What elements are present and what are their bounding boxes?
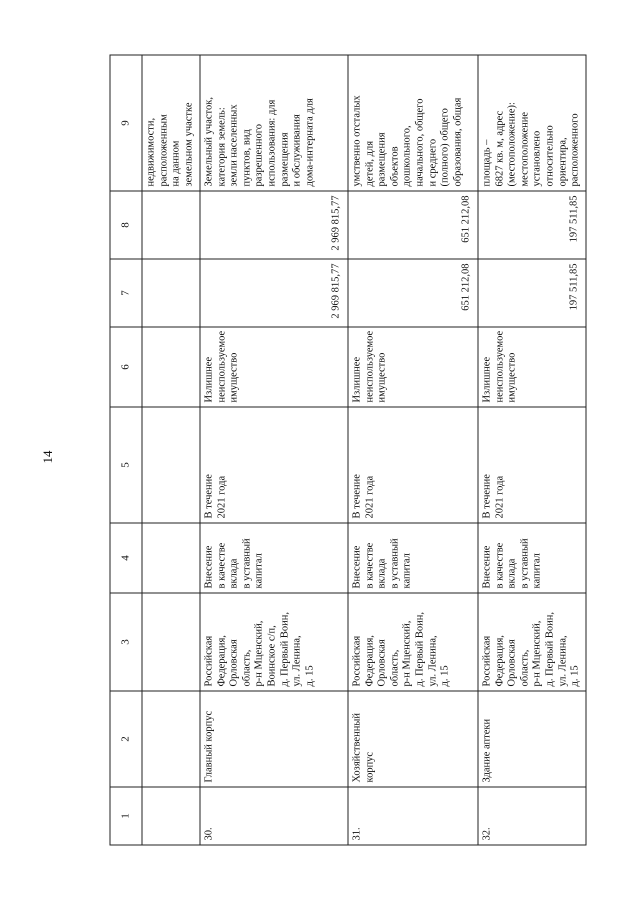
text-line: Излишнее [203, 356, 214, 402]
text-line: установлено [531, 130, 543, 186]
index-cell: 30. [200, 787, 348, 845]
text-line: капитал [401, 552, 413, 588]
value-cell: 2 969 815,77 [200, 191, 348, 259]
table-row [200, 55, 348, 845]
note-cell [348, 55, 478, 191]
text-line: Орловская [228, 638, 240, 686]
text-line: В течение [481, 473, 492, 518]
name-cell [348, 691, 478, 787]
text-line: р-н Мценский, [253, 620, 265, 686]
text-line: Внесение [481, 545, 492, 588]
value-cell: 651 212,08 [348, 259, 478, 327]
text-line: область, [518, 649, 530, 686]
page-number: 14 [40, 450, 55, 464]
method-cell [348, 523, 478, 593]
continuation-row [142, 55, 200, 845]
location-cell [348, 593, 478, 691]
text-line: местоположение [518, 111, 530, 186]
header-cell: 4 [110, 523, 142, 593]
text-line: объектов [388, 145, 400, 186]
name-cell [200, 691, 348, 787]
text-line: вклада [506, 558, 518, 588]
text-line: площадь – [481, 139, 492, 186]
text-line: использования: для [265, 99, 277, 186]
text-line: Российская [481, 635, 492, 686]
empty-cell [142, 787, 200, 845]
text-line: Российская [203, 635, 214, 686]
text-line: (местоположение): [506, 101, 518, 186]
text-line: Излишнее [481, 356, 492, 402]
header-cell: 5 [110, 407, 142, 523]
property-table [109, 54, 586, 845]
text-line: область, [240, 649, 252, 686]
text-line: р-н Мценский, [531, 620, 543, 686]
text-line: на данном [170, 140, 182, 186]
reason-cell [200, 327, 348, 407]
text-line: Воинское с/п, [265, 624, 277, 686]
header-cell: 7 [110, 259, 142, 327]
header-row [110, 55, 142, 845]
text-line: вклада [376, 558, 388, 588]
text-line: корпус [363, 751, 375, 782]
text-line: в уставный [388, 537, 400, 588]
text-line: имущество [228, 352, 240, 402]
text-line: земельном участке [182, 101, 194, 186]
text-line: Федерация, [363, 634, 375, 686]
empty-cell [142, 191, 200, 259]
text-line: земли населенных [228, 103, 240, 186]
text-line: размещения [376, 131, 388, 186]
value-cell: 197 511,85 [478, 259, 586, 327]
empty-cell [142, 259, 200, 327]
empty-cell [142, 523, 200, 593]
text-line: и среднего [426, 138, 438, 186]
text-line: имущество [506, 352, 518, 402]
text-line: дома-интерната для [303, 97, 315, 186]
text-line: д. 15 [569, 664, 581, 686]
note-cell [478, 55, 586, 191]
location-cell [478, 593, 586, 691]
empty-cell [142, 407, 200, 523]
text-line: неиспользуемое [363, 330, 375, 402]
text-line: Главный корпус [203, 710, 214, 782]
table-row [478, 55, 586, 845]
text-line: д. Первый Воин, [543, 611, 555, 686]
text-line: образования, общая [451, 97, 463, 186]
text-line: дошкольного, [401, 124, 413, 186]
text-line: неиспользуемое [493, 330, 505, 402]
text-line: категория земель: [215, 106, 227, 186]
text-line: умственно отсталых [351, 94, 362, 186]
text-line: расположенного [569, 112, 581, 186]
empty-cell [142, 691, 200, 787]
text-line: Здание аптеки [481, 718, 492, 782]
property-table-frame [109, 55, 581, 845]
text-line: капитал [531, 552, 543, 588]
term-cell [200, 407, 348, 523]
text-line: В течение [351, 473, 362, 518]
text-line: в качестве [363, 542, 375, 588]
term-cell [348, 407, 478, 523]
value-cell: 651 212,08 [348, 191, 478, 259]
note-cell [142, 55, 200, 191]
text-line: размещения [278, 131, 290, 186]
text-line: Федерация, [493, 634, 505, 686]
text-line: имущество [376, 352, 388, 402]
text-line: д. Первый Воин, [413, 611, 425, 686]
text-line: Земельный участок, [203, 96, 214, 186]
text-line: ул. Ленина, [291, 634, 303, 686]
value-cell: 2 969 815,77 [200, 259, 348, 327]
text-line: капитал [253, 552, 265, 588]
name-cell [478, 691, 586, 787]
text-line: ул. Ленина, [426, 634, 438, 686]
text-line: ориентира, [556, 136, 568, 186]
text-line: д. 15 [303, 664, 315, 686]
header-cell: 3 [110, 593, 142, 691]
text-line: разрешенного [253, 123, 265, 186]
text-line: начального, общего [413, 98, 425, 186]
reason-cell [478, 327, 586, 407]
text-line: в качестве [215, 542, 227, 588]
text-line: в уставный [518, 537, 530, 588]
empty-cell [142, 593, 200, 691]
text-line: недвижимости, [145, 117, 156, 186]
text-line: Излишнее [351, 356, 362, 402]
text-line: д. 15 [439, 664, 451, 686]
index-cell: 31. [348, 787, 478, 845]
text-line: расположенным [157, 113, 169, 186]
header-cell: 8 [110, 191, 142, 259]
text-line: в уставный [240, 537, 252, 588]
location-cell [200, 593, 348, 691]
value-cell: 197 511,85 [478, 191, 586, 259]
text-line: Хозяйственный [351, 712, 362, 782]
text-line: 2021 года [215, 475, 227, 518]
text-line: Внесение [351, 545, 362, 588]
text-line: вклада [228, 558, 240, 588]
table-row [348, 55, 478, 845]
empty-cell [142, 327, 200, 407]
reason-cell [348, 327, 478, 407]
text-line: Орловская [376, 638, 388, 686]
note-cell [200, 55, 348, 191]
text-line: детей, для [363, 140, 375, 186]
text-line: В течение [203, 473, 214, 518]
text-line: относительно [543, 124, 555, 186]
text-line: Внесение [203, 545, 214, 588]
text-line: д. Первый Воин, [278, 611, 290, 686]
text-line: 2021 года [363, 475, 375, 518]
text-line: ул. Ленина, [556, 634, 568, 686]
text-line: неиспользуемое [215, 330, 227, 402]
method-cell [200, 523, 348, 593]
text-line: Орловская [506, 638, 518, 686]
term-cell [478, 407, 586, 523]
text-line: область, [388, 649, 400, 686]
index-cell: 32. [478, 787, 586, 845]
text-line: р-н Мценский, [401, 620, 413, 686]
text-line: Российская [351, 635, 362, 686]
text-line: 6827 кв. м, адрес [493, 110, 505, 186]
header-cell: 6 [110, 327, 142, 407]
text-line: 2021 года [493, 475, 505, 518]
text-line: (полного) общего [439, 107, 451, 186]
text-line: в качестве [493, 542, 505, 588]
header-cell: 1 [110, 787, 142, 845]
header-cell: 9 [110, 55, 142, 191]
text-line: пунктов, вид [240, 128, 252, 186]
header-cell: 2 [110, 691, 142, 787]
method-cell [478, 523, 586, 593]
text-line: и обслуживания [291, 113, 303, 186]
text-line: Федерация, [215, 634, 227, 686]
